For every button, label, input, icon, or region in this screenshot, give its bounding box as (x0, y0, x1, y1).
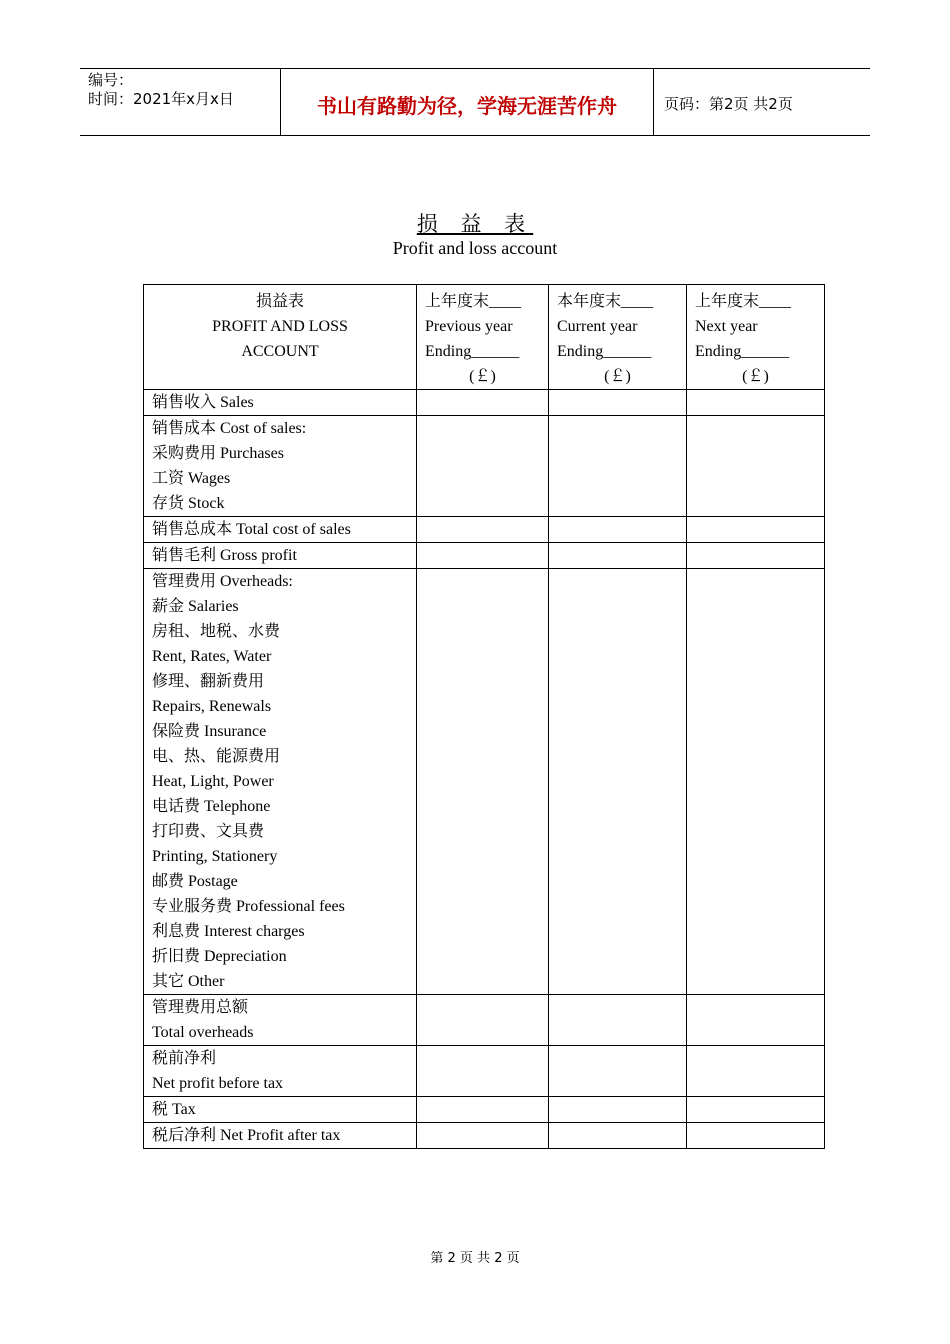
header-next-en: Next year (695, 318, 758, 335)
row-label-line: 修理、翻新费用 (152, 673, 265, 690)
value-cell-previous-year[interactable] (417, 390, 549, 416)
row-label-line: 邮费 Postage (152, 873, 238, 890)
table-row (144, 416, 825, 517)
page-title (0, 208, 950, 238)
value-cell-previous-year[interactable] (417, 995, 549, 1046)
header-next-currency: (￡) (742, 368, 769, 385)
value-cell-previous-year[interactable] (417, 517, 549, 543)
header-current-zh: 本年度末____ (557, 293, 654, 310)
row-label-line: 电话费 Telephone (152, 798, 271, 815)
row-label-cell (144, 995, 417, 1046)
value-cell-previous-year[interactable] (417, 416, 549, 517)
value-cell-current-year[interactable] (549, 390, 687, 416)
row-label-line: 税前净利 (152, 1050, 217, 1067)
header-info-cell (80, 69, 281, 135)
row-label-line: 专业服务费 Professional fees (152, 898, 345, 915)
header-cell-account (144, 285, 417, 390)
header-account-zh: 损益表 (255, 293, 304, 310)
row-label-line: 房租、地税、水费 (152, 623, 281, 640)
header-previous-currency: (￡) (469, 368, 496, 385)
row-label-line: Heat, Light, Power (152, 773, 274, 790)
row-label-line: 销售毛利 Gross profit (152, 547, 297, 564)
value-cell-previous-year[interactable] (417, 569, 549, 995)
page-subtitle: Profit and loss account (392, 238, 558, 258)
value-cell-current-year[interactable] (549, 1123, 687, 1149)
row-label-line: 电、热、能源费用 (152, 748, 281, 765)
header-previous-ending: Ending______ (425, 343, 520, 360)
header-current-en: Current year (557, 318, 638, 335)
row-label-line: 销售成本 Cost of sales: (152, 420, 307, 437)
row-label-cell (144, 390, 417, 416)
value-cell-previous-year[interactable] (417, 543, 549, 569)
row-label-line: Net profit before tax (152, 1075, 284, 1092)
value-cell-next-year[interactable] (687, 543, 825, 569)
header-cell-current-year (549, 285, 687, 390)
document-number-label: 编号： (88, 71, 134, 89)
row-label-line: 打印费、文具费 (152, 823, 265, 840)
row-label-cell (144, 1123, 417, 1149)
value-cell-next-year[interactable] (687, 390, 825, 416)
value-cell-next-year[interactable] (687, 1097, 825, 1123)
row-label-line: 采购费用 Purchases (152, 445, 284, 462)
row-label-line: Repairs, Renewals (152, 698, 272, 715)
value-cell-current-year[interactable] (549, 416, 687, 517)
row-label-line: 管理费用 Overheads: (152, 573, 293, 590)
table-row (144, 569, 825, 995)
row-label-line: Rent, Rates, Water (152, 648, 272, 665)
value-cell-current-year[interactable] (549, 995, 687, 1046)
row-label-line: Printing, Stationery (152, 848, 278, 865)
profit-loss-table (143, 284, 825, 1149)
row-label-cell (144, 569, 417, 995)
value-cell-previous-year[interactable] (417, 1123, 549, 1149)
header-cell-previous-year (417, 285, 549, 390)
row-label-line: 薪金 Salaries (152, 598, 239, 615)
row-label-line: 税后净利 Net Profit after tax (152, 1127, 341, 1144)
value-cell-next-year[interactable] (687, 517, 825, 543)
row-label-cell (144, 1046, 417, 1097)
header-slogan: 书山有路勤为径，学海无涯苦作舟 (281, 69, 654, 135)
header-current-currency: (￡) (604, 368, 631, 385)
row-label-cell (144, 416, 417, 517)
value-cell-previous-year[interactable] (417, 1097, 549, 1123)
value-cell-next-year[interactable] (687, 995, 825, 1046)
row-label-line: 销售收入 Sales (152, 394, 254, 411)
value-cell-next-year[interactable] (687, 416, 825, 517)
page-footer: 第 2 页 共 2 页 (430, 1251, 520, 1266)
row-label-cell (144, 517, 417, 543)
row-label-line: Total overheads (152, 1024, 254, 1041)
header-account-en2: ACCOUNT (241, 343, 319, 360)
table-row (144, 995, 825, 1046)
header-page-label: 页码：第2页 共2页 (664, 94, 793, 113)
value-cell-current-year[interactable] (549, 569, 687, 995)
row-label-line: 工资 Wages (152, 470, 231, 487)
row-label-line: 利息费 Interest charges (152, 923, 305, 940)
row-label-cell (144, 1097, 417, 1123)
table-row (144, 390, 825, 416)
header-previous-en: Previous year (425, 318, 513, 335)
table-row (144, 1097, 825, 1123)
value-cell-current-year[interactable] (549, 1097, 687, 1123)
table-header-row (144, 285, 825, 390)
header-current-ending: Ending______ (557, 343, 652, 360)
row-label-cell (144, 543, 417, 569)
row-label-line: 管理费用总额 (152, 999, 249, 1016)
value-cell-next-year[interactable] (687, 1123, 825, 1149)
row-label-line: 其它 Other (152, 973, 225, 990)
row-label-line: 保险费 Insurance (152, 723, 267, 740)
header-next-ending: Ending______ (695, 343, 790, 360)
value-cell-current-year[interactable] (549, 543, 687, 569)
row-label-line: 折旧费 Depreciation (152, 948, 287, 965)
header-previous-zh: 上年度末____ (425, 293, 522, 310)
document-header (80, 68, 870, 136)
row-label-line: 存货 Stock (152, 495, 225, 512)
value-cell-next-year[interactable] (687, 1046, 825, 1097)
value-cell-current-year[interactable] (549, 517, 687, 543)
header-account-en1: PROFIT AND LOSS (212, 318, 348, 335)
value-cell-next-year[interactable] (687, 569, 825, 995)
row-label-line: 税 Tax (152, 1101, 196, 1118)
table-row (144, 543, 825, 569)
value-cell-current-year[interactable] (549, 1046, 687, 1097)
header-next-zh: 上年度末____ (695, 293, 792, 310)
table-row (144, 1046, 825, 1097)
page-title-text: 损 益 表 (416, 212, 534, 236)
table-row (144, 1123, 825, 1149)
value-cell-previous-year[interactable] (417, 1046, 549, 1097)
table-row (144, 517, 825, 543)
row-label-line: 销售总成本 Total cost of sales (152, 521, 351, 538)
document-time-label: 时间：2021年x月x日 (88, 90, 234, 108)
header-cell-next-year (687, 285, 825, 390)
